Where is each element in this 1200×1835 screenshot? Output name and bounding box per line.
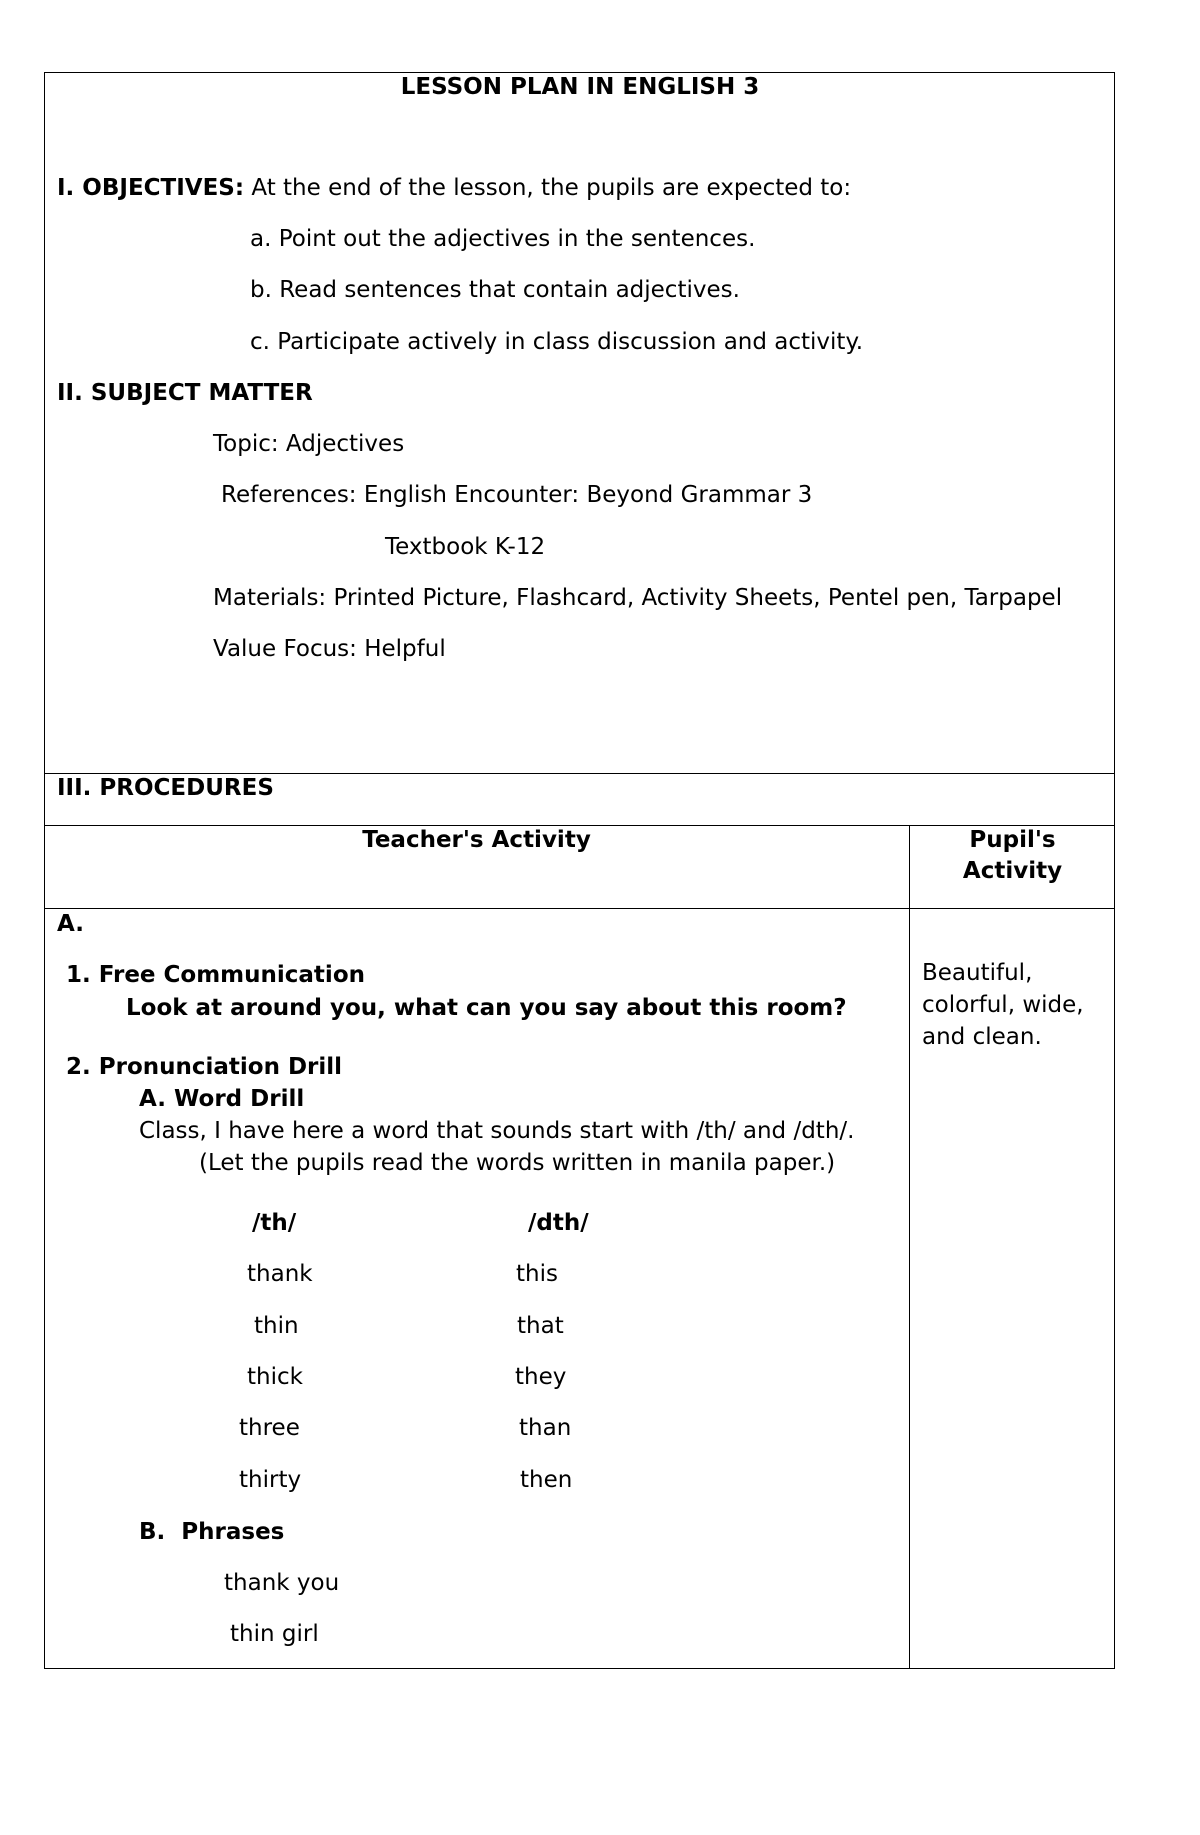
- dth-word: that: [517, 1313, 564, 1339]
- pronunciation-drill-heading: 2. Pronunciation Drill: [66, 1054, 343, 1080]
- dth-word: than: [519, 1415, 572, 1441]
- materials: Materials: Printed Picture, Flashcard, Activity Sheets, Pentel pen, Tarpapel: [213, 585, 1063, 611]
- dth-word: this: [516, 1261, 558, 1287]
- objectives-heading: I. OBJECTIVES:: [57, 175, 245, 201]
- dth-word: then: [520, 1467, 573, 1493]
- pupil-answer: and clean.: [922, 1024, 1042, 1050]
- procedures-divider-bottom: [44, 825, 1115, 826]
- objectives-line: [57, 177, 851, 200]
- pupil-activity-header: Pupil's: [969, 827, 1056, 853]
- teacher-activity-header: Teacher's Activity: [362, 827, 591, 853]
- subject-matter-heading: II. SUBJECT MATTER: [57, 380, 313, 406]
- outer-border-top: [44, 72, 1115, 73]
- section-label: A.: [57, 911, 84, 937]
- th-word: thin: [254, 1313, 299, 1339]
- outer-border-bottom: [44, 1668, 1115, 1669]
- th-word: thick: [247, 1364, 303, 1390]
- outer-border-left: [44, 72, 45, 1669]
- th-word: thank: [247, 1261, 313, 1287]
- dth-column-header: /dth/: [528, 1210, 589, 1236]
- objectives-intro: At the end of the lesson, the pupils are expected to:: [251, 175, 852, 201]
- procedures-divider-top: [44, 773, 1115, 774]
- th-column-header: /th/: [252, 1210, 297, 1236]
- page-title: LESSON PLAN IN ENGLISH 3: [400, 74, 760, 100]
- references: References: English Encounter: Beyond Grammar 3: [221, 482, 813, 508]
- pupil-activity-header: Activity: [962, 858, 1063, 884]
- column-divider: [909, 825, 910, 1669]
- word-drill-heading: A. Word Drill: [139, 1086, 305, 1112]
- word-drill-instruction: Class, I have here a word that sounds start with /th/ and /dth/.: [139, 1118, 855, 1144]
- objective-item: b. Read sentences that contain adjectives.: [250, 277, 740, 303]
- th-word: thirty: [239, 1467, 302, 1493]
- topic: Topic: Adjectives: [213, 431, 405, 457]
- pupil-answer: colorful, wide,: [922, 992, 1084, 1018]
- free-communication-question: Look at around you, what can you say about this room?: [126, 995, 847, 1021]
- free-communication-heading: 1. Free Communication: [66, 962, 365, 988]
- header-row-divider: [44, 908, 1115, 909]
- pupil-answer: Beautiful,: [922, 960, 1033, 986]
- word-drill-note: (Let the pupils read the words written in manila paper.): [199, 1150, 836, 1176]
- procedures-heading: III. PROCEDURES: [57, 775, 274, 801]
- phrase-item: thin girl: [230, 1621, 319, 1647]
- phrase-item: thank you: [224, 1570, 340, 1596]
- dth-word: they: [515, 1364, 567, 1390]
- th-word: three: [239, 1415, 300, 1441]
- objective-item: a. Point out the adjectives in the sentences.: [250, 226, 756, 252]
- objective-item: c. Participate actively in class discussion and activity.: [250, 329, 864, 355]
- textbook: Textbook K-12: [385, 534, 546, 560]
- phrases-heading: B. Phrases: [139, 1519, 285, 1545]
- value-focus: Value Focus: Helpful: [213, 636, 446, 662]
